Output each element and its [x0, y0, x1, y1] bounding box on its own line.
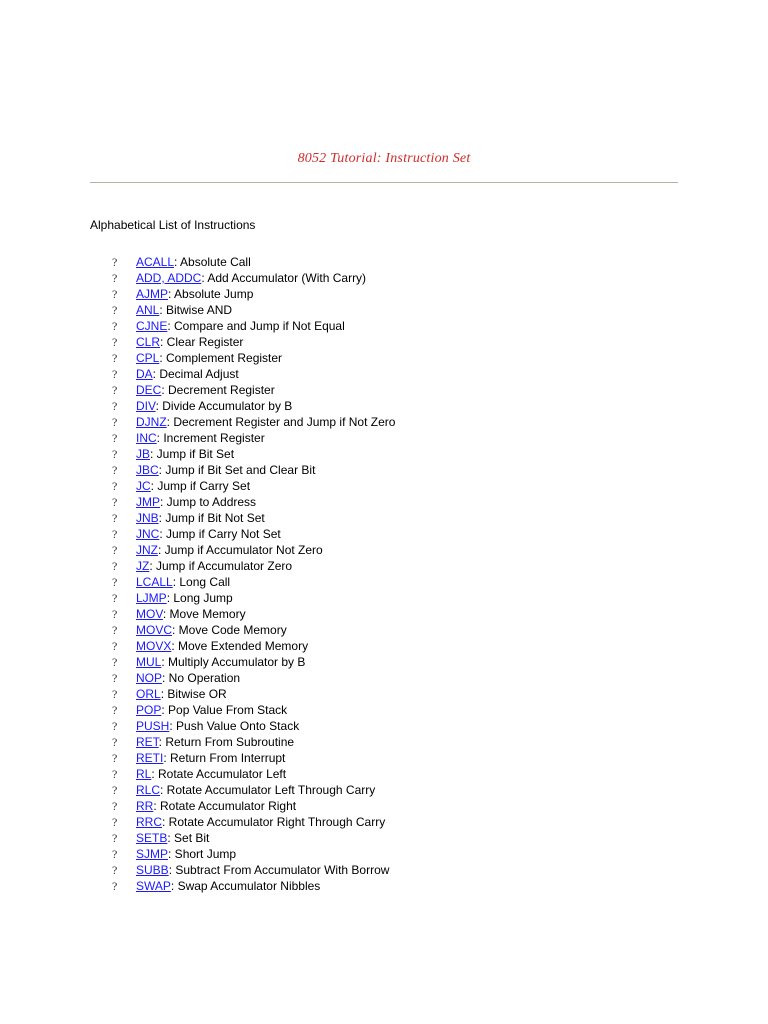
- list-item: [0, 334, 768, 350]
- list-item: [0, 670, 768, 686]
- list-item: [0, 638, 768, 654]
- instruction-entry: [136, 494, 256, 510]
- bullet-glyph: ?: [112, 767, 118, 781]
- instruction-link[interactable]: JC: [136, 479, 151, 493]
- list-item: [0, 750, 768, 766]
- instruction-entry: [136, 510, 265, 526]
- instruction-description: : Set Bit: [167, 831, 210, 845]
- instruction-description: : Subtract From Accumulator With Borrow: [168, 863, 390, 877]
- instruction-entry: [136, 270, 366, 286]
- instruction-link[interactable]: AJMP: [136, 287, 169, 301]
- list-item: [0, 590, 768, 606]
- bullet-glyph: ?: [112, 863, 118, 877]
- instruction-link[interactable]: MOV: [136, 607, 163, 621]
- instruction-description: : Return From Subroutine: [158, 735, 295, 749]
- instruction-description: : Rotate Accumulator Right Through Carry: [162, 815, 386, 829]
- list-item: [0, 862, 768, 878]
- instruction-entry: [136, 398, 292, 414]
- bullet-glyph: ?: [112, 879, 118, 893]
- bullet-glyph: ?: [112, 447, 118, 461]
- instruction-description: : Long Jump: [166, 591, 233, 605]
- bullet-glyph: ?: [112, 623, 118, 637]
- instruction-link[interactable]: MUL: [136, 655, 162, 669]
- instruction-link[interactable]: ACALL: [136, 255, 175, 269]
- instruction-link[interactable]: JNZ: [136, 543, 158, 557]
- bullet-glyph: ?: [112, 319, 118, 333]
- instruction-entry: [136, 286, 253, 302]
- instruction-entry: [136, 878, 320, 894]
- list-item: [0, 878, 768, 894]
- instruction-entry: [136, 526, 281, 542]
- bullet-glyph: ?: [112, 559, 118, 573]
- instruction-link[interactable]: PUSH: [136, 719, 170, 733]
- list-item: [0, 526, 768, 542]
- instruction-description: : Jump if Bit Set: [150, 447, 235, 461]
- instruction-entry: [136, 782, 375, 798]
- instruction-link[interactable]: DIV: [136, 399, 156, 413]
- list-item: [0, 830, 768, 846]
- bullet-glyph: ?: [112, 511, 118, 525]
- instruction-entry: [136, 414, 395, 430]
- list-item: [0, 814, 768, 830]
- list-item: [0, 494, 768, 510]
- instruction-link[interactable]: ORL: [136, 687, 161, 701]
- list-item: [0, 462, 768, 478]
- bullet-glyph: ?: [112, 575, 118, 589]
- bullet-glyph: ?: [112, 751, 118, 765]
- instruction-description: : Long Call: [172, 575, 231, 589]
- section-heading: Alphabetical List of Instructions: [90, 218, 256, 232]
- instruction-link[interactable]: SUBB: [136, 863, 169, 877]
- instruction-entry: [136, 846, 236, 862]
- list-item: [0, 270, 768, 286]
- instruction-description: : Bitwise AND: [159, 303, 233, 317]
- instruction-link[interactable]: DA: [136, 367, 153, 381]
- instruction-entry: [136, 350, 282, 366]
- instruction-entry: [136, 766, 286, 782]
- instruction-entry: [136, 334, 243, 350]
- instruction-link[interactable]: DEC: [136, 383, 162, 397]
- instruction-description: : Jump if Carry Set: [150, 479, 251, 493]
- instruction-link[interactable]: POP: [136, 703, 162, 717]
- bullet-glyph: ?: [112, 255, 118, 269]
- instruction-description: : Rotate Accumulator Left Through Carry: [160, 783, 376, 797]
- list-item: [0, 718, 768, 734]
- instruction-description: : No Operation: [162, 671, 241, 685]
- instruction-description: : Complement Register: [159, 351, 283, 365]
- instruction-link[interactable]: RLC: [136, 783, 161, 797]
- instruction-entry: [136, 318, 345, 334]
- instruction-entry: [136, 654, 305, 670]
- instruction-entry: [136, 478, 250, 494]
- instruction-description: : Jump to Address: [160, 495, 257, 509]
- bullet-glyph: ?: [112, 591, 118, 605]
- bullet-glyph: ?: [112, 655, 118, 669]
- list-item: [0, 798, 768, 814]
- instruction-description: : Jump if Accumulator Not Zero: [158, 543, 323, 557]
- list-item: [0, 382, 768, 398]
- instruction-entry: [136, 862, 389, 878]
- instruction-link[interactable]: MOVC: [136, 623, 172, 637]
- bullet-glyph: ?: [112, 527, 118, 541]
- list-item: [0, 414, 768, 430]
- list-item: [0, 574, 768, 590]
- instruction-description: : Decrement Register: [161, 383, 275, 397]
- instruction-entry: [136, 446, 234, 462]
- list-item: [0, 430, 768, 446]
- instruction-description: : Jump if Carry Not Set: [159, 527, 281, 541]
- instruction-description: : Jump if Bit Set and Clear Bit: [158, 463, 316, 477]
- list-item: [0, 446, 768, 462]
- instruction-link[interactable]: CPL: [136, 351, 160, 365]
- instruction-list: [0, 254, 768, 894]
- list-item: [0, 702, 768, 718]
- bullet-glyph: ?: [112, 719, 118, 733]
- list-item: [0, 622, 768, 638]
- instruction-description: : Push Value Onto Stack: [169, 719, 300, 733]
- instruction-entry: [136, 590, 233, 606]
- instruction-description: : Short Jump: [168, 847, 237, 861]
- list-item: [0, 510, 768, 526]
- instruction-link[interactable]: SETB: [136, 831, 168, 845]
- instruction-entry: [136, 702, 287, 718]
- instruction-link[interactable]: JNB: [136, 511, 159, 525]
- bullet-glyph: ?: [112, 287, 118, 301]
- list-item: [0, 606, 768, 622]
- instruction-description: : Rotate Accumulator Right: [153, 799, 297, 813]
- list-item: [0, 686, 768, 702]
- instruction-description: : Move Extended Memory: [171, 639, 309, 653]
- instruction-entry: [136, 750, 285, 766]
- instruction-link[interactable]: ANL: [136, 303, 160, 317]
- list-item: [0, 254, 768, 270]
- bullet-glyph: ?: [112, 847, 118, 861]
- instruction-link[interactable]: ADD, ADDC: [136, 271, 202, 285]
- instruction-link[interactable]: RL: [136, 767, 152, 781]
- list-item: [0, 398, 768, 414]
- instruction-link[interactable]: RR: [136, 799, 154, 813]
- instruction-entry: [136, 558, 292, 574]
- instruction-entry: [136, 830, 209, 846]
- bullet-glyph: ?: [112, 367, 118, 381]
- instruction-link[interactable]: DJNZ: [136, 415, 167, 429]
- instruction-link[interactable]: RRC: [136, 815, 162, 829]
- bullet-glyph: ?: [112, 383, 118, 397]
- instruction-description: : Absolute Call: [174, 255, 251, 269]
- list-item: [0, 350, 768, 366]
- instruction-description: : Compare and Jump if Not Equal: [167, 319, 345, 333]
- instruction-link[interactable]: CJNE: [136, 319, 168, 333]
- list-item: [0, 734, 768, 750]
- bullet-glyph: ?: [112, 671, 118, 685]
- list-item: [0, 286, 768, 302]
- instruction-link[interactable]: LJMP: [136, 591, 167, 605]
- bullet-glyph: ?: [112, 303, 118, 317]
- instruction-description: : Absolute Jump: [168, 287, 254, 301]
- bullet-glyph: ?: [112, 271, 118, 285]
- instruction-description: : Jump if Bit Not Set: [158, 511, 265, 525]
- instruction-description: : Decimal Adjust: [152, 367, 239, 381]
- instruction-link[interactable]: NOP: [136, 671, 163, 685]
- bullet-glyph: ?: [112, 335, 118, 349]
- bullet-glyph: ?: [112, 431, 118, 445]
- instruction-entry: [136, 638, 308, 654]
- instruction-description: : Add Accumulator (With Carry): [201, 271, 367, 285]
- bullet-glyph: ?: [112, 799, 118, 813]
- instruction-entry: [136, 574, 230, 590]
- bullet-glyph: ?: [112, 815, 118, 829]
- instruction-description: : Move Memory: [162, 607, 246, 621]
- instruction-link[interactable]: JZ: [136, 559, 150, 573]
- instruction-link[interactable]: MOVX: [136, 639, 172, 653]
- instruction-description: : Jump if Accumulator Zero: [149, 559, 293, 573]
- bullet-glyph: ?: [112, 415, 118, 429]
- instruction-link[interactable]: INC: [136, 431, 157, 445]
- instruction-link[interactable]: CLR: [136, 335, 161, 349]
- bullet-glyph: ?: [112, 463, 118, 477]
- instruction-description: : Move Code Memory: [172, 623, 287, 637]
- list-item: [0, 302, 768, 318]
- instruction-entry: [136, 302, 232, 318]
- list-item: [0, 654, 768, 670]
- instruction-description: : Clear Register: [160, 335, 244, 349]
- instruction-entry: [136, 718, 299, 734]
- instruction-link[interactable]: SWAP: [136, 879, 171, 893]
- bullet-glyph: ?: [112, 639, 118, 653]
- instruction-description: : Pop Value From Stack: [161, 703, 288, 717]
- instruction-link[interactable]: JMP: [136, 495, 160, 509]
- instruction-link[interactable]: RETI: [136, 751, 164, 765]
- title-divider: [90, 182, 678, 183]
- instruction-description: : Rotate Accumulator Left: [151, 767, 287, 781]
- bullet-glyph: ?: [112, 703, 118, 717]
- list-item: [0, 846, 768, 862]
- instruction-entry: [136, 462, 315, 478]
- bullet-glyph: ?: [112, 495, 118, 509]
- bullet-glyph: ?: [112, 687, 118, 701]
- instruction-entry: [136, 366, 239, 382]
- bullet-glyph: ?: [112, 831, 118, 845]
- list-item: [0, 782, 768, 798]
- instruction-link[interactable]: JNC: [136, 527, 160, 541]
- instruction-entry: [136, 254, 251, 270]
- bullet-glyph: ?: [112, 543, 118, 557]
- instruction-entry: [136, 814, 385, 830]
- instruction-description: : Divide Accumulator by B: [155, 399, 293, 413]
- list-item: [0, 558, 768, 574]
- bullet-glyph: ?: [112, 479, 118, 493]
- bullet-glyph: ?: [112, 783, 118, 797]
- instruction-description: : Increment Register: [156, 431, 265, 445]
- instruction-link[interactable]: LCALL: [136, 575, 173, 589]
- list-item: [0, 318, 768, 334]
- instruction-entry: [136, 542, 323, 558]
- instruction-description: : Bitwise OR: [160, 687, 227, 701]
- page-title: 8052 Tutorial: Instruction Set: [297, 151, 471, 166]
- instruction-entry: [136, 670, 240, 686]
- instruction-description: : Multiply Accumulator by B: [161, 655, 306, 669]
- instruction-description: : Return From Interrupt: [163, 751, 286, 765]
- instruction-entry: [136, 622, 287, 638]
- bullet-glyph: ?: [112, 399, 118, 413]
- instruction-link[interactable]: JB: [136, 447, 151, 461]
- instruction-entry: [136, 430, 265, 446]
- list-item: [0, 766, 768, 782]
- list-item: [0, 478, 768, 494]
- instruction-link[interactable]: SJMP: [136, 847, 169, 861]
- instruction-description: : Decrement Register and Jump if Not Zero: [166, 415, 396, 429]
- instruction-entry: [136, 734, 294, 750]
- list-item: [0, 366, 768, 382]
- bullet-glyph: ?: [112, 607, 118, 621]
- instruction-entry: [136, 606, 246, 622]
- list-item: [0, 542, 768, 558]
- bullet-glyph: ?: [112, 351, 118, 365]
- instruction-entry: [136, 686, 227, 702]
- instruction-entry: [136, 382, 275, 398]
- instruction-entry: [136, 798, 296, 814]
- instruction-description: : Swap Accumulator Nibbles: [170, 879, 321, 893]
- instruction-link[interactable]: JBC: [136, 463, 159, 477]
- bullet-glyph: ?: [112, 735, 118, 749]
- instruction-link[interactable]: RET: [136, 735, 159, 749]
